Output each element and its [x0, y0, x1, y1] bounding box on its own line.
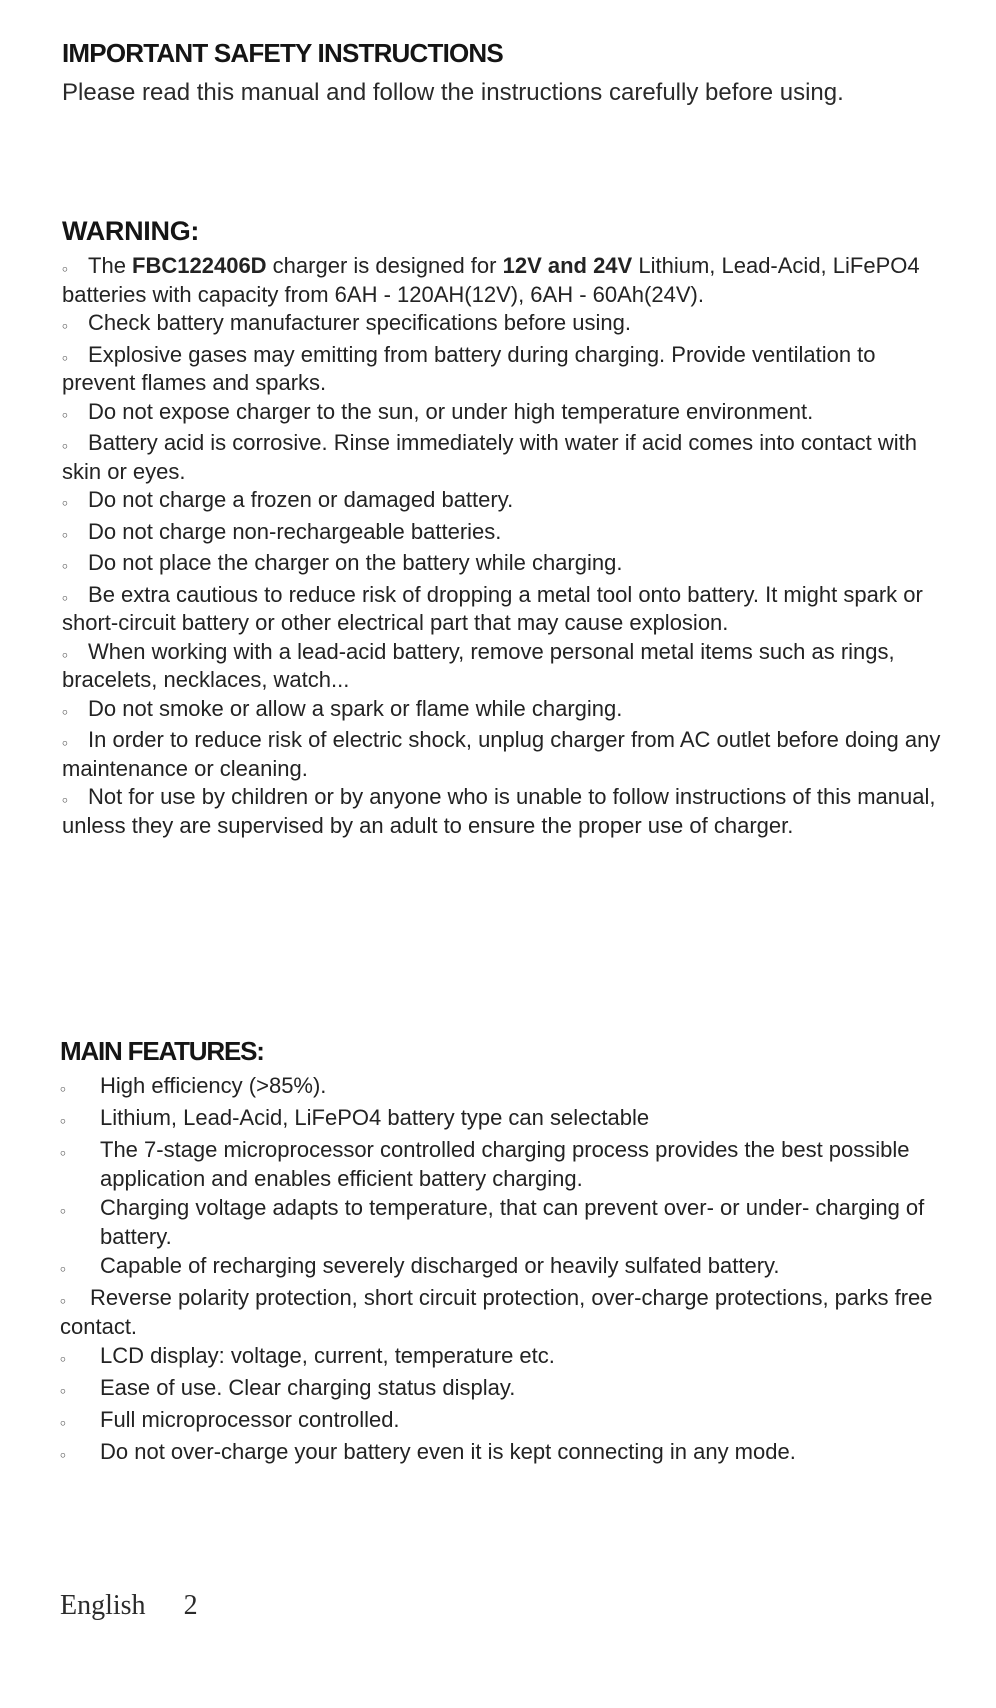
bullet-icon: 。 [62, 522, 79, 540]
page-number: 2 [183, 1590, 198, 1621]
bullet-icon: 。 [60, 1289, 77, 1306]
list-item: 。 The FBC122406D charger is designed for 12V and 24V Lithium, Lead-Acid, LiFePO4 batteries with capacity from 6AH - 120AH(12V), 6AH - 60Ah(24V). [62, 253, 920, 307]
bullet-icon: 。 [60, 1347, 77, 1364]
model-number: FBC122406D [132, 253, 267, 278]
bullet-icon: 。 [62, 642, 79, 660]
list-item: 。 The 7-stage microprocessor controlled charging process provides the best possible application and enables efficient battery charging. [60, 1137, 910, 1191]
bullet-icon: 。 [62, 402, 79, 420]
bullet-icon: 。 [60, 1443, 77, 1460]
bullet-icon: 。 [60, 1379, 77, 1396]
bullet-icon: 。 [60, 1257, 77, 1274]
bullet-icon: 。 [62, 314, 79, 331]
features-heading: MAIN FEATURES: [60, 1036, 264, 1066]
list-item: 。 High efficiency (>85%). [60, 1073, 327, 1098]
list-item: 。 Do not expose charger to the sun, or under high temperature environment. [62, 398, 814, 424]
list-item: 。 Battery acid is corrosive. Rinse immediately with water if acid comes into contact with skin or eyes. [62, 430, 917, 484]
bullet-icon: 。 [60, 1199, 77, 1216]
list-item: 。 Lithium, Lead-Acid, LiFePO4 battery type can selectable [60, 1105, 650, 1130]
voltage-spec: 12V and 24V [502, 253, 633, 278]
list-item: 。 Capable of recharging severely discharged or heavily sulfated battery. [60, 1253, 780, 1278]
list-item: 。 Do not smoke or allow a spark or flame while charging. [62, 695, 623, 721]
list-item: 。 Reverse polarity protection, short circuit protection, over-charge protections, parks free contact. [60, 1285, 933, 1339]
safety-intro: Please read this manual and follow the instructions carefully before using. [62, 79, 844, 106]
warning-section [62, 216, 942, 841]
list-item: 。 Check battery manufacturer specifications before using. [62, 310, 631, 335]
safety-title: IMPORTANT SAFETY INSTRUCTIONS [62, 38, 503, 68]
list-item: 。 Charging voltage adapts to temperature, that can prevent over- or under- charging of battery. [60, 1195, 925, 1249]
list-item: 。 Be extra cautious to reduce risk of dropping a metal tool onto battery. It might spark or short-circuit battery or other electrical part that may cause explosion. [62, 581, 923, 635]
list-item: 。 Ease of use. Clear charging status display. [60, 1375, 516, 1400]
bullet-icon: 。 [62, 731, 79, 748]
list-item: 。 Do not charge a frozen or damaged battery. [62, 487, 514, 512]
list-item: 。 LCD display: voltage, current, temperature etc. [60, 1343, 555, 1368]
warning-list [62, 253, 942, 838]
bullet-icon: 。 [62, 788, 79, 805]
bullet-icon: 。 [62, 585, 79, 603]
features-list [60, 1073, 940, 1468]
bullet-icon: 。 [62, 345, 79, 363]
bullet-icon: 。 [62, 699, 79, 717]
bullet-icon: 。 [60, 1109, 77, 1126]
footer-language: English [60, 1590, 146, 1621]
bullet-icon: 。 [60, 1411, 77, 1428]
safety-section [62, 38, 942, 110]
list-item: 。 Do not over-charge your battery even it is kept connecting in any mode. [60, 1439, 796, 1464]
bullet-icon: 。 [60, 1077, 77, 1094]
bullet-icon: 。 [62, 257, 79, 274]
page-footer [60, 1590, 198, 1622]
list-item: 。 When working with a lead-acid battery, remove personal metal items such as rings, bracelets, necklaces, watch... [62, 638, 895, 692]
list-item: 。 In order to reduce risk of electric shock, unplug charger from AC outlet before doing any maintenance or cleaning. [62, 727, 941, 781]
list-item: 。 Not for use by children or by anyone who is unable to follow instructions of this manual, unless they are supervised by an adult to ensure the proper use of charger. [62, 784, 936, 838]
list-item: 。 Explosive gases may emitting from battery during charging. Provide ventilation to prevent flames and sparks. [62, 341, 876, 395]
features-section [60, 1036, 940, 1471]
bullet-icon: 。 [62, 491, 79, 508]
bullet-icon: 。 [60, 1141, 77, 1158]
warning-heading: WARNING: [62, 216, 200, 246]
bullet-icon: 。 [62, 554, 79, 571]
list-item: 。 Do not charge non-rechargeable batteries. [62, 518, 502, 544]
list-item: 。 Do not place the charger on the battery while charging. [62, 550, 623, 575]
bullet-icon: 。 [62, 434, 79, 451]
list-item: 。 Full microprocessor controlled. [60, 1407, 400, 1432]
